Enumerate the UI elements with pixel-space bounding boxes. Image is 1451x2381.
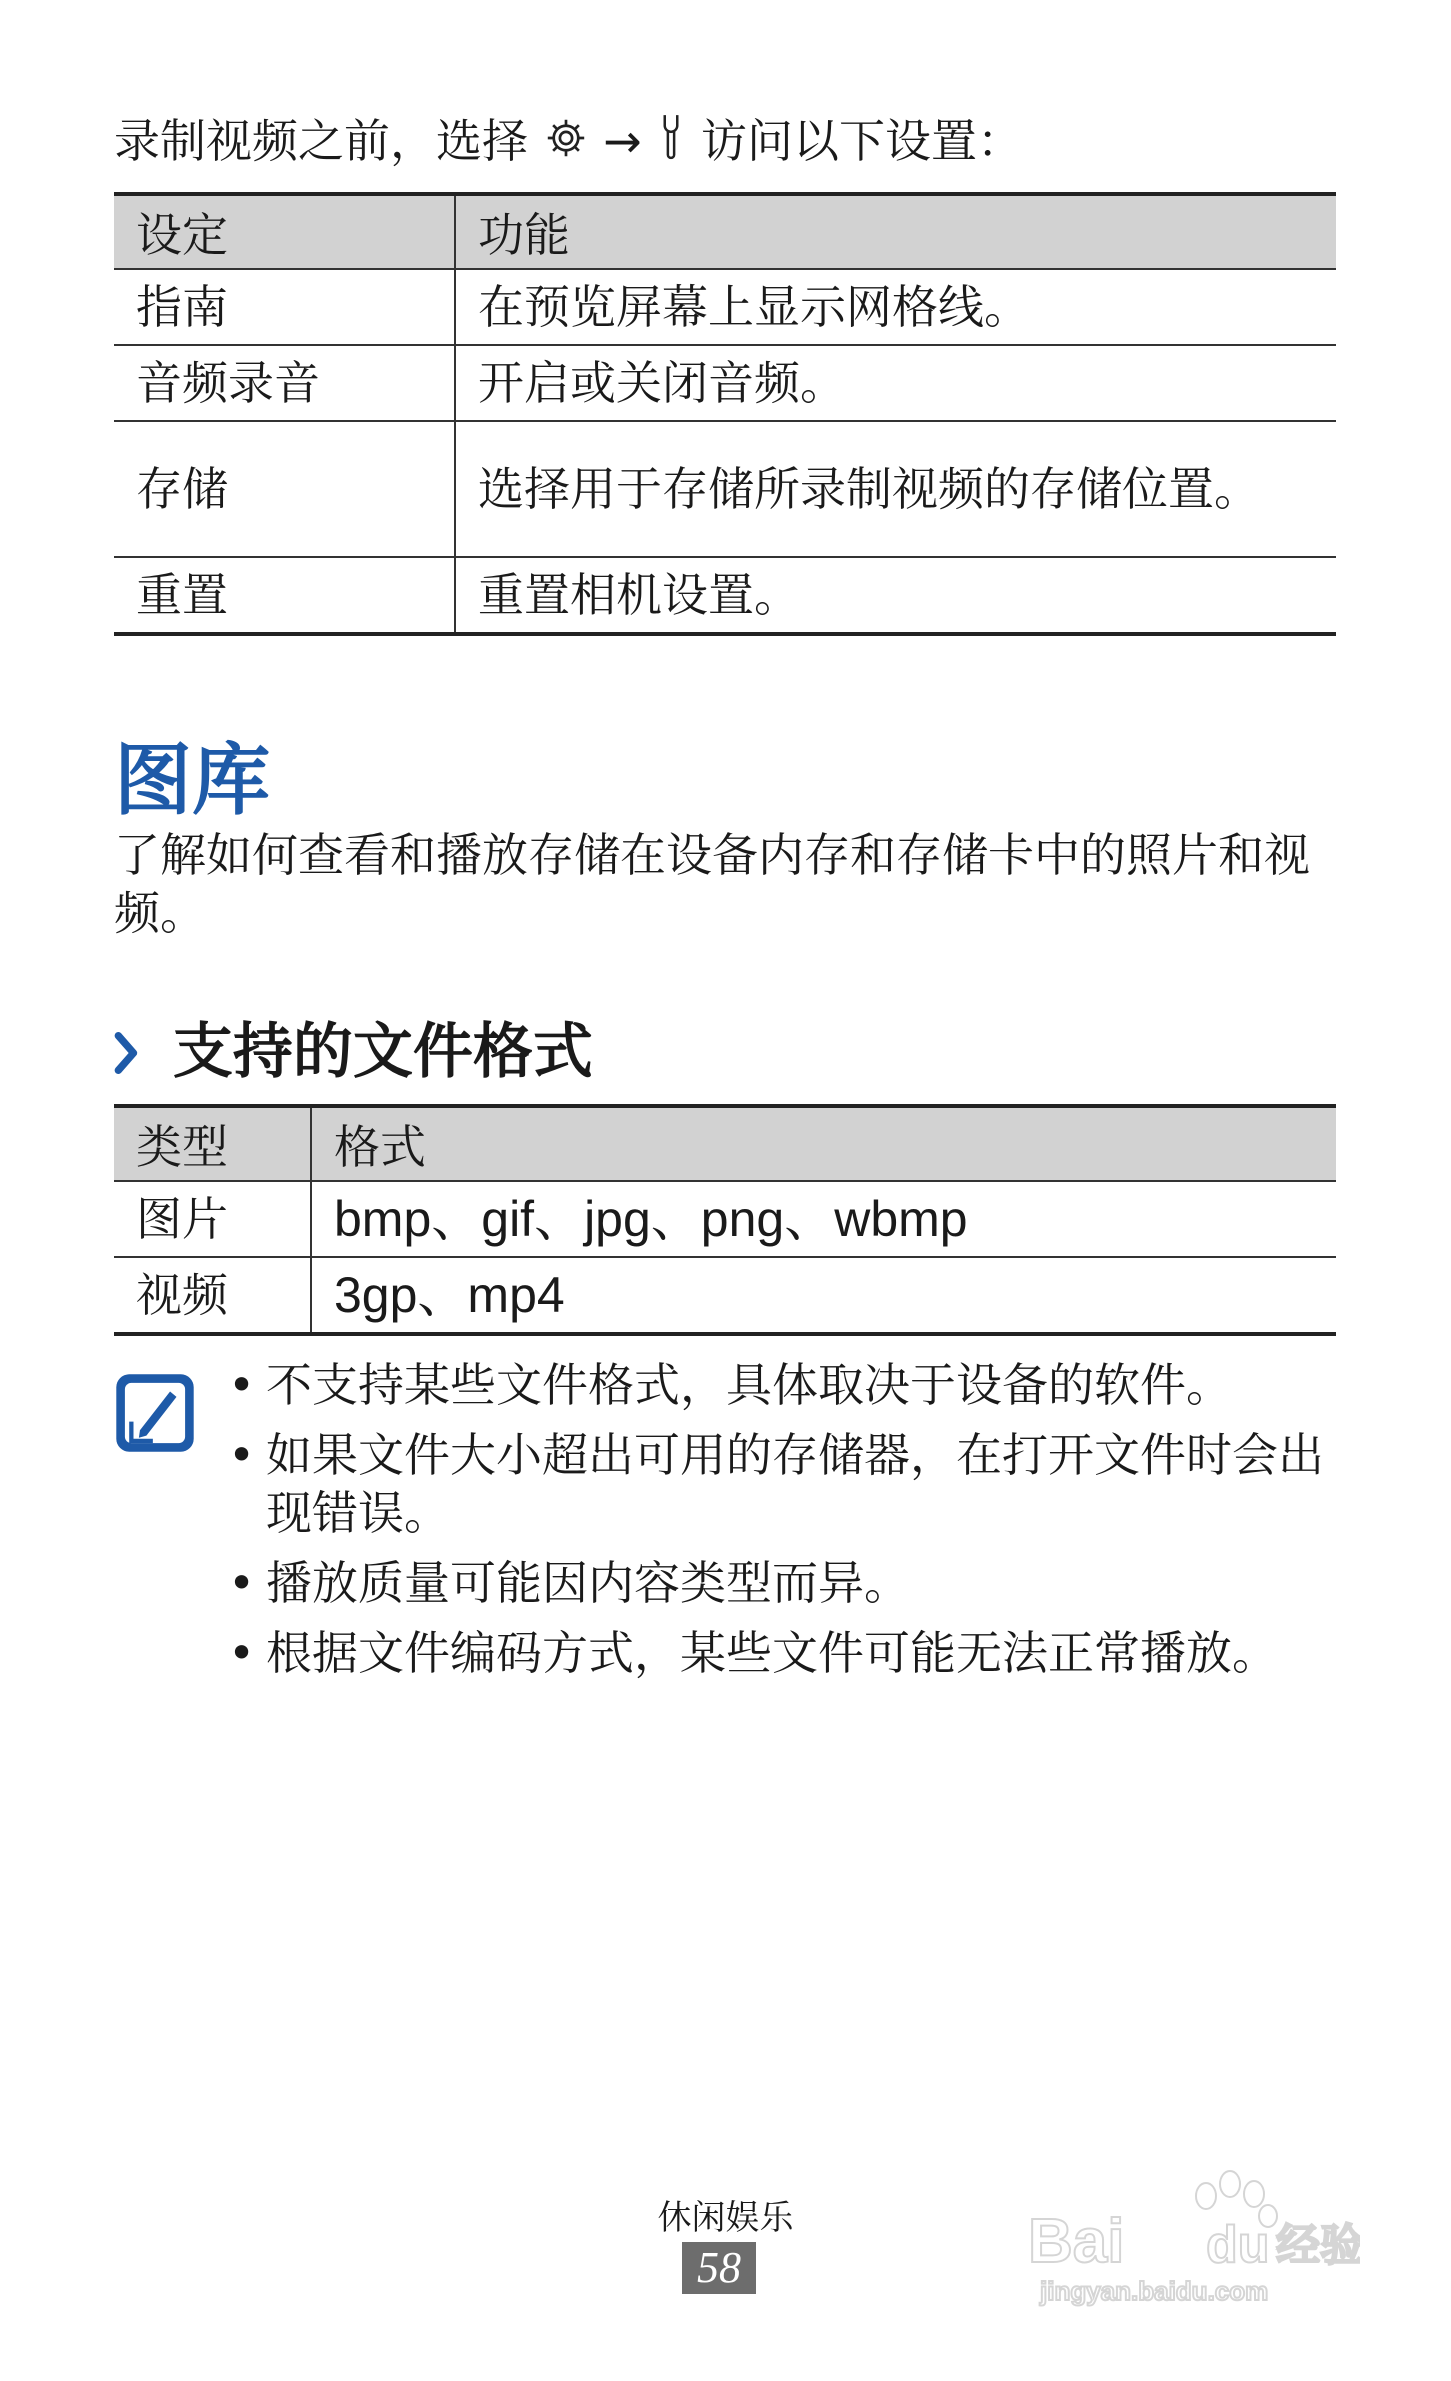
table-header-row — [114, 194, 1336, 269]
wrench-icon — [656, 111, 686, 178]
media-formats: bmp、gif、jpg、png、wbmp — [311, 1181, 1336, 1257]
intro-line — [114, 108, 1023, 178]
svg-text:经验: 经验 — [1276, 2221, 1360, 2270]
intro-suffix: 访问以下设置： — [701, 114, 1024, 168]
svg-text:du: du — [1206, 2216, 1270, 2274]
bullet: • — [228, 1626, 256, 1680]
setting-name: 存储 — [114, 421, 455, 557]
column-header: 设定 — [114, 194, 455, 269]
table-row — [114, 1257, 1336, 1334]
table-row — [114, 269, 1336, 345]
note-text: 如果文件大小超出可用的存储器，在打开文件时会出现错误。 — [266, 1428, 1324, 1540]
note-text: 播放质量可能因内容类型而异。 — [266, 1556, 910, 1610]
svg-text:Bai: Bai — [1028, 2207, 1125, 2276]
media-type: 视频 — [114, 1257, 311, 1334]
setting-name: 音频录音 — [114, 345, 455, 421]
bullet: • — [228, 1358, 256, 1412]
notes-list — [222, 1356, 1342, 1694]
intro-prefix: 录制视频之前，选择 — [114, 114, 528, 168]
list-item — [222, 1554, 1342, 1612]
note-text: 不支持某些文件格式，具体取决于设备的软件。 — [266, 1358, 1232, 1412]
setting-name: 指南 — [114, 269, 455, 345]
page-number: 58 — [682, 2242, 756, 2294]
table-row — [114, 421, 1336, 557]
note-text: 根据文件编码方式，某些文件可能无法正常播放。 — [266, 1626, 1278, 1680]
settings-table — [114, 192, 1336, 636]
format-table — [114, 1104, 1336, 1336]
footer-section-name: 休闲娱乐 — [657, 2198, 794, 2238]
setting-function: 选择用于存储所录制视频的存储位置。 — [455, 421, 1336, 557]
table-header-row — [114, 1106, 1336, 1181]
table-row — [114, 345, 1336, 421]
setting-function: 开启或关闭音频。 — [455, 345, 1336, 421]
media-type: 图片 — [114, 1181, 311, 1257]
section-title: 图库 — [114, 736, 271, 826]
column-header: 类型 — [114, 1106, 311, 1181]
list-item — [222, 1356, 1342, 1414]
table-row — [114, 557, 1336, 634]
list-item — [222, 1624, 1342, 1682]
gear-icon — [543, 112, 589, 178]
list-item — [222, 1426, 1342, 1542]
svg-text:jingyan.baidu.com: jingyan.baidu.com — [1040, 2276, 1269, 2306]
setting-function: 重置相机设置。 — [455, 557, 1336, 634]
subsection-title: 支持的文件格式 — [172, 1017, 593, 1087]
bullet: • — [228, 1428, 256, 1482]
bullet: • — [228, 1556, 256, 1610]
chevron-icon — [114, 1020, 140, 1090]
section-description: 了解如何查看和播放存储在设备内存和存储卡中的照片和视频。 — [114, 828, 1310, 940]
setting-function: 在预览屏幕上显示网格线。 — [455, 269, 1336, 345]
table-row — [114, 1181, 1336, 1257]
column-header: 功能 — [455, 194, 1336, 269]
note-icon — [112, 1370, 198, 1460]
intro-arrow: → — [603, 114, 642, 168]
subsection-heading — [114, 1004, 593, 1090]
media-formats: 3gp、mp4 — [311, 1257, 1336, 1334]
watermark-logo — [1020, 2150, 1360, 2314]
setting-name: 重置 — [114, 557, 455, 634]
column-header: 格式 — [311, 1106, 1336, 1181]
